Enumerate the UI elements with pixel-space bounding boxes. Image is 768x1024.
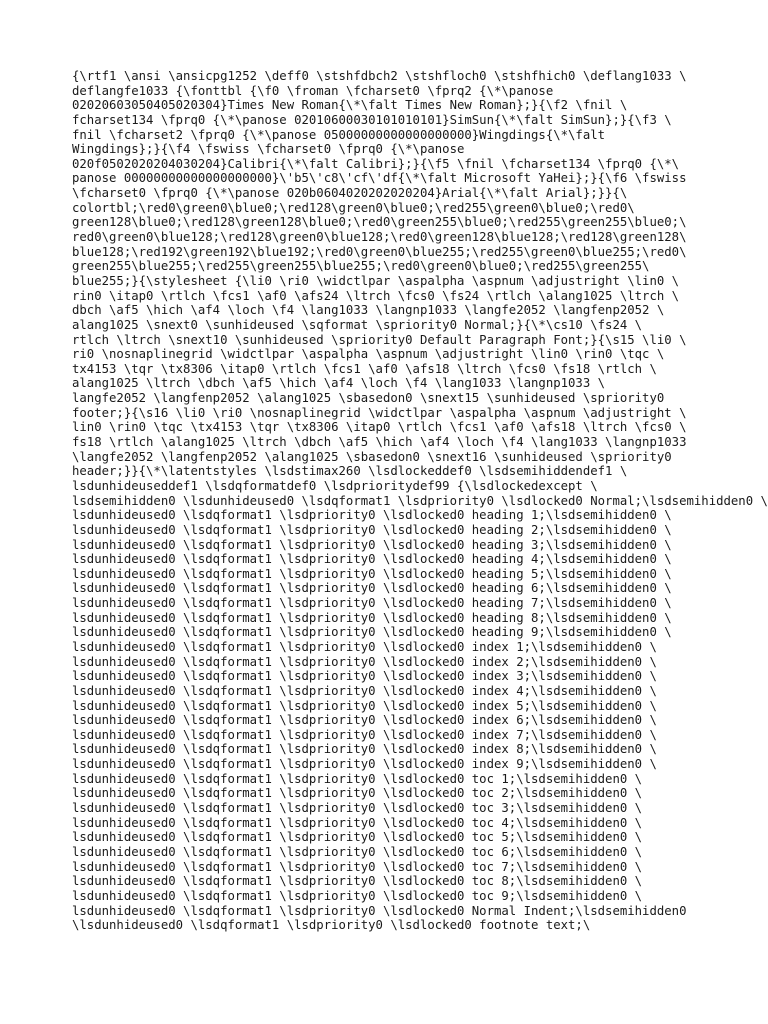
- text-line: lsdunhideused0 \lsdqformat1 \lsdpriority0 \lsdlocked0 heading 8;\lsdsemihidden0 \: [72, 610, 672, 625]
- text-line: \fcharset0 \fprq0 {\*\panose 020b0604020202020204}Arial{\*\falt Arial};}}{\: [72, 186, 628, 201]
- text-line: lsdunhideused0 \lsdqformat1 \lsdpriority0 \lsdlocked0 index 9;\lsdsemihidden0 \: [72, 757, 657, 772]
- text-line: blue255;}{\stylesheet {\li0 \ri0 \widctlpar \aspalpha \aspnum \adjustright \lin0 \: [72, 273, 680, 288]
- text-line: lsdunhideused0 \lsdqformat1 \lsdpriority0 \lsdlocked0 index 3;\lsdsemihidden0 \: [72, 669, 657, 684]
- text-line: alang1025 \ltrch \dbch \af5 \hich \af4 \loch \f4 \lang1033 \langnp1033 \: [72, 376, 606, 391]
- text-line: lsdunhideused0 \lsdqformat1 \lsdpriority0 \lsdlocked0 index 6;\lsdsemihidden0 \: [72, 713, 657, 728]
- text-line: tx4153 \tqr \tx8306 \itap0 \rtlch \fcs1 \af0 \afs18 \ltrch \fcs0 \fs18 \rtlch \: [72, 361, 657, 376]
- text-line: lsdunhideused0 \lsdqformat1 \lsdpriority0 \lsdlocked0 toc 3;\lsdsemihidden0 \: [72, 801, 643, 816]
- text-line: lsdunhideuseddef1 \lsdqformatdef0 \lsdprioritydef99 {\lsdlockedexcept \: [72, 478, 598, 493]
- text-line: langfe2052 \langfenp2052 \alang1025 \sbasedon0 \snext15 \sunhideused \spriority0: [72, 391, 665, 406]
- text-line: colortbl;\red0\green0\blue0;\red128\green0\blue0;\red255\green0\blue0;\red0\: [72, 200, 635, 215]
- text-line: alang1025 \snext0 \sunhideused \sqformat \spriority0 Normal;}{\*\cs10 \fs24 \: [72, 317, 643, 332]
- text-line: rin0 \itap0 \rtlch \fcs1 \af0 \afs24 \ltrch \fcs0 \fs24 \rtlch \alang1025 \ltrch \: [72, 288, 680, 303]
- text-line: lsdunhideused0 \lsdqformat1 \lsdpriority0 \lsdlocked0 heading 3;\lsdsemihidden0 \: [72, 537, 672, 552]
- text-line: deflangfe1033 {\fonttbl {\f0 \froman \fcharset0 \fprq2 {\*\panose: [72, 83, 554, 98]
- text-line: green255\blue255;\red255\green255\blue255;\red0\green0\blue0;\red255\green255\: [72, 259, 650, 274]
- text-line: panose 00000000000000000000}\'b5\'c8\'cf\'df{\*\falt Microsoft YaHei};}{\f6 \fswiss: [72, 171, 687, 186]
- text-line: lsdunhideused0 \lsdqformat1 \lsdpriority0 \lsdlocked0 heading 5;\lsdsemihidden0 \: [72, 566, 672, 581]
- text-line: lsdunhideused0 \lsdqformat1 \lsdpriority0 \lsdlocked0 Normal Indent;\lsdsemihidden0: [72, 903, 687, 918]
- text-line: \lsdunhideused0 \lsdqformat1 \lsdpriority0 \lsdlocked0 footnote text;\: [72, 918, 591, 933]
- text-line: \langfe2052 \langfenp2052 \alang1025 \sbasedon0 \snext16 \sunhideused \spriority0: [72, 449, 672, 464]
- text-line: ri0 \nosnaplinegrid \widctlpar \aspalpha \aspnum \adjustright \lin0 \rin0 \tqc \: [72, 347, 665, 362]
- rtf-source-text: [72, 69, 768, 933]
- text-line: lsdunhideused0 \lsdqformat1 \lsdpriority0 \lsdlocked0 toc 1;\lsdsemihidden0 \: [72, 771, 643, 786]
- text-line: blue128;\red192\green192\blue192;\red0\green0\blue255;\red255\green0\blue255;\red0\: [72, 244, 687, 259]
- text-line: lsdunhideused0 \lsdqformat1 \lsdpriority0 \lsdlocked0 heading 9;\lsdsemihidden0 \: [72, 625, 672, 640]
- text-line: lsdunhideused0 \lsdqformat1 \lsdpriority0 \lsdlocked0 toc 8;\lsdsemihidden0 \: [72, 874, 643, 889]
- text-line: red0\green0\blue128;\red128\green0\blue128;\red0\green128\blue128;\red128\green128\: [72, 230, 687, 245]
- text-line: lsdunhideused0 \lsdqformat1 \lsdpriority0 \lsdlocked0 index 1;\lsdsemihidden0 \: [72, 639, 657, 654]
- text-line: lsdunhideused0 \lsdqformat1 \lsdpriority0 \lsdlocked0 heading 7;\lsdsemihidden0 \: [72, 596, 672, 611]
- text-line: lsdunhideused0 \lsdqformat1 \lsdpriority0 \lsdlocked0 toc 5;\lsdsemihidden0 \: [72, 830, 643, 845]
- text-line: lsdsemihidden0 \lsdunhideused0 \lsdqformat1 \lsdpriority0 \lsdlocked0 Normal;\lsdsemihidden0 \: [72, 493, 768, 508]
- text-line: dbch \af5 \hich \af4 \loch \f4 \lang1033 \langnp1033 \langfe2052 \langfenp2052 \: [72, 303, 665, 318]
- text-line: lin0 \rin0 \tqc \tx4153 \tqr \tx8306 \itap0 \rtlch \fcs1 \af0 \afs18 \ltrch \fcs0 \: [72, 420, 687, 435]
- text-line: 020f0502020204030204}Calibri{\*\falt Calibri};}{\f5 \fnil \fcharset134 \fprq0 {\*\: [72, 156, 680, 171]
- text-line: lsdunhideused0 \lsdqformat1 \lsdpriority0 \lsdlocked0 index 8;\lsdsemihidden0 \: [72, 742, 657, 757]
- text-line: rtlch \ltrch \snext10 \sunhideused \spriority0 Default Paragraph Font;}{\s15 \li0 \: [72, 332, 687, 347]
- text-line: header;}}{\*\latentstyles \lsdstimax260 \lsdlockeddef0 \lsdsemihiddendef1 \: [72, 464, 628, 479]
- text-line: fcharset134 \fprq0 {\*\panose 02010600030101010101}SimSun{\*\falt SimSun};}{\f3 \: [72, 112, 672, 127]
- text-line: Wingdings};}{\f4 \fswiss \fcharset0 \fprq0 {\*\panose: [72, 142, 465, 157]
- text-line: 02020603050405020304}Times New Roman{\*\falt Times New Roman};}{\f2 \fnil \: [72, 98, 628, 113]
- text-line: lsdunhideused0 \lsdqformat1 \lsdpriority0 \lsdlocked0 toc 9;\lsdsemihidden0 \: [72, 888, 643, 903]
- text-line: fnil \fcharset2 \fprq0 {\*\panose 05000000000000000000}Wingdings{\*\falt: [72, 127, 606, 142]
- text-line: lsdunhideused0 \lsdqformat1 \lsdpriority0 \lsdlocked0 heading 1;\lsdsemihidden0 \: [72, 508, 672, 523]
- text-line: lsdunhideused0 \lsdqformat1 \lsdpriority0 \lsdlocked0 toc 4;\lsdsemihidden0 \: [72, 815, 643, 830]
- text-line: lsdunhideused0 \lsdqformat1 \lsdpriority0 \lsdlocked0 heading 2;\lsdsemihidden0 \: [72, 522, 672, 537]
- text-line: fs18 \rtlch \alang1025 \ltrch \dbch \af5 \hich \af4 \loch \f4 \lang1033 \langnp1033: [72, 435, 687, 450]
- text-line: lsdunhideused0 \lsdqformat1 \lsdpriority0 \lsdlocked0 index 5;\lsdsemihidden0 \: [72, 698, 657, 713]
- text-line: lsdunhideused0 \lsdqformat1 \lsdpriority0 \lsdlocked0 index 7;\lsdsemihidden0 \: [72, 727, 657, 742]
- text-line: green128\blue0;\red128\green128\blue0;\red0\green255\blue0;\red255\green255\blue0;\: [72, 215, 687, 230]
- text-line: lsdunhideused0 \lsdqformat1 \lsdpriority0 \lsdlocked0 toc 6;\lsdsemihidden0 \: [72, 844, 643, 859]
- text-line: lsdunhideused0 \lsdqformat1 \lsdpriority0 \lsdlocked0 index 4;\lsdsemihidden0 \: [72, 683, 657, 698]
- text-line: lsdunhideused0 \lsdqformat1 \lsdpriority0 \lsdlocked0 heading 4;\lsdsemihidden0 \: [72, 552, 672, 567]
- text-line: lsdunhideused0 \lsdqformat1 \lsdpriority0 \lsdlocked0 toc 7;\lsdsemihidden0 \: [72, 859, 643, 874]
- text-line: lsdunhideused0 \lsdqformat1 \lsdpriority0 \lsdlocked0 toc 2;\lsdsemihidden0 \: [72, 786, 643, 801]
- text-line: lsdunhideused0 \lsdqformat1 \lsdpriority0 \lsdlocked0 index 2;\lsdsemihidden0 \: [72, 654, 657, 669]
- text-line: lsdunhideused0 \lsdqformat1 \lsdpriority0 \lsdlocked0 heading 6;\lsdsemihidden0 \: [72, 581, 672, 596]
- text-line: {\rtf1 \ansi \ansicpg1252 \deff0 \stshfdbch2 \stshfloch0 \stshfhich0 \deflang1033 \: [72, 69, 687, 83]
- text-line: footer;}{\s16 \li0 \ri0 \nosnaplinegrid \widctlpar \aspalpha \aspnum \adjustright \: [72, 405, 687, 420]
